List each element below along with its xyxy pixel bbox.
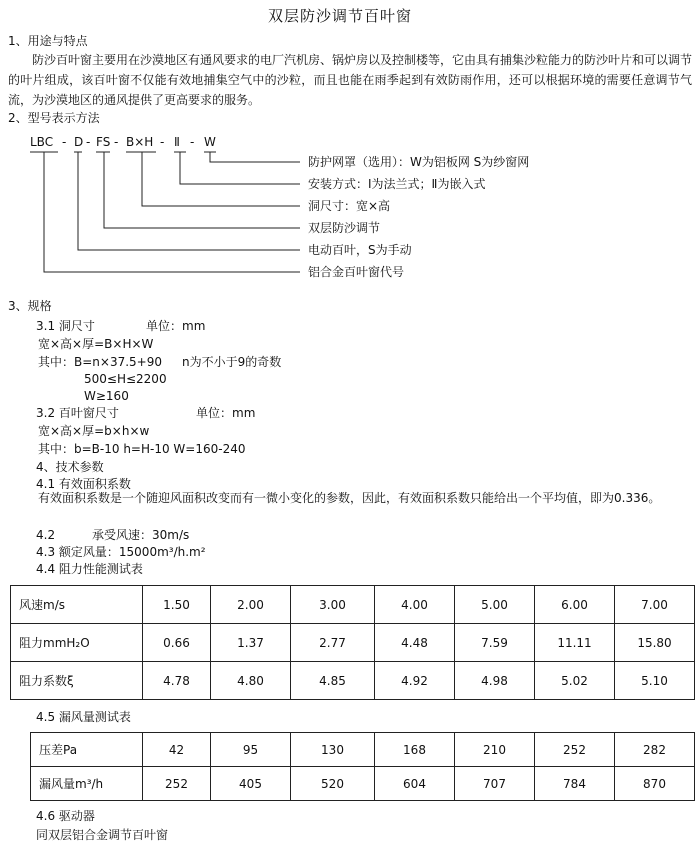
table-cell: 95 [211, 733, 291, 767]
table-cell: 4.78 [143, 662, 211, 700]
spec-3-1-where: 其中：B=n×37.5+90 [38, 355, 162, 369]
table-cell: 405 [211, 767, 291, 801]
table-cell: 604 [375, 767, 455, 801]
table-cell: 5.00 [455, 586, 535, 624]
code-dash: - [86, 135, 91, 149]
code-lbc: LBC [30, 135, 54, 149]
code-w: W [204, 135, 216, 149]
param-4-1-body: 有效面积系数是一个随迎风面积改变而有一微小变化的参数，因此，有效面积系数只能给出一个平均值，即为0.336。 [38, 491, 661, 505]
code-dash: - [62, 135, 67, 149]
table-cell: 7.00 [615, 586, 695, 624]
table-row [11, 662, 695, 700]
spec-3-2-where: 其中：b=B-10 h=H-10 W=160-240 [38, 442, 246, 456]
legend-double-sand: 双层防沙调节 [308, 221, 381, 235]
table-cell: 252 [143, 767, 211, 801]
table-row-header: 阻力系数ξ [11, 662, 143, 700]
legend-install-method: 安装方式：Ⅰ为法兰式；Ⅱ为嵌入式 [308, 177, 486, 191]
param-4-6-label: 4.6 驱动器 [36, 809, 95, 823]
spec-3-1-label: 3.1 洞尺寸 [36, 319, 95, 333]
spec-3-1-unit: 单位：mm [146, 319, 206, 333]
table-cell: 3.00 [291, 586, 375, 624]
table-cell: 4.92 [375, 662, 455, 700]
table-row-header: 漏风量m³/h [31, 767, 143, 801]
section-1-heading: 1、用途与特点 [8, 34, 88, 48]
table-cell: 520 [291, 767, 375, 801]
legend-electric: 电动百叶，S为手动 [308, 243, 412, 257]
param-4-1-label: 4.1 有效面积系数 [36, 477, 131, 491]
table-row-header: 风速m/s [11, 586, 143, 624]
table-cell: 4.80 [211, 662, 291, 700]
code-bxh: B×H [126, 135, 154, 149]
table-cell: 0.66 [143, 624, 211, 662]
table-cell: 6.00 [535, 586, 615, 624]
leakage-table [30, 732, 695, 801]
table-cell: 11.11 [535, 624, 615, 662]
table-cell: 5.10 [615, 662, 695, 700]
spec-3-2-unit: 单位：mm [196, 406, 256, 420]
section-4-heading: 4、技术参数 [36, 460, 104, 474]
param-4-6-body: 同双层铝合金调节百叶窗 [36, 828, 169, 842]
param-4-5-label: 4.5 漏风量测试表 [36, 710, 131, 724]
table-cell: 2.77 [291, 624, 375, 662]
legend-alloy-code: 铝合金百叶窗代号 [308, 265, 405, 279]
table-cell: 7.59 [455, 624, 535, 662]
param-4-2-value: 承受风速：30m/s [92, 528, 190, 542]
table-cell: 784 [535, 767, 615, 801]
table-cell: 4.48 [375, 624, 455, 662]
table-cell: 2.00 [211, 586, 291, 624]
spec-3-1-w-min: W≥160 [84, 389, 129, 403]
section-2-heading: 2、型号表示方法 [8, 111, 100, 125]
section-3-heading: 3、规格 [8, 299, 52, 313]
table-row [11, 624, 695, 662]
param-4-3-label: 4.3 额定风量：15000m³/h.m² [36, 545, 206, 559]
table-cell: 4.98 [455, 662, 535, 700]
code-dash: - [114, 135, 119, 149]
code-fs: FS [96, 135, 111, 149]
resistance-table [10, 585, 695, 700]
table-cell: 130 [291, 733, 375, 767]
spec-3-2-label: 3.2 百叶窗尺寸 [36, 406, 119, 420]
table-cell: 5.02 [535, 662, 615, 700]
param-4-2-label: 4.2 [36, 528, 56, 542]
spec-3-2-formula: 宽×高×厚=b×h×w [38, 424, 150, 438]
table-row [31, 733, 695, 767]
code-d: D [74, 135, 84, 149]
table-cell: 42 [143, 733, 211, 767]
legend-hole-size: 洞尺寸：宽×高 [308, 199, 391, 213]
table-cell: 210 [455, 733, 535, 767]
table-cell: 1.50 [143, 586, 211, 624]
table-cell: 15.80 [615, 624, 695, 662]
section-1-body: 防沙百叶窗主要用在沙漠地区有通风要求的电厂汽机房、锅炉房以及控制楼等，它由具有捕集沙粒能力的防沙叶片和可以调节的叶片组成，该百叶窗不仅能有效地捕集空气中的沙粒，而且也能在雨季起到有效防雨作用，还可以根据环境的需要任意调节气流，为沙漠地区的通风提供了更高要求的服务。 [8, 53, 693, 107]
table-cell: 168 [375, 733, 455, 767]
table-cell: 1.37 [211, 624, 291, 662]
table-cell: 870 [615, 767, 695, 801]
param-4-4-label: 4.4 阻力性能测试表 [36, 562, 143, 576]
table-cell: 4.00 [375, 586, 455, 624]
spec-3-1-h-range: 500≤H≤2200 [84, 372, 167, 386]
table-row-header: 压差Pa [31, 733, 143, 767]
table-cell: 4.85 [291, 662, 375, 700]
table-row [31, 767, 695, 801]
table-row [11, 586, 695, 624]
code-dash: - [160, 135, 165, 149]
legend-protection-net: 防护网罩（选用）：W为铝板网 S为纱窗网 [308, 155, 530, 169]
code-install: Ⅱ [174, 135, 180, 149]
code-dash: - [190, 135, 195, 149]
table-row-header: 阻力mmH₂O [11, 624, 143, 662]
table-cell: 707 [455, 767, 535, 801]
page-title: 双层防沙调节百叶窗 [268, 7, 413, 25]
spec-3-1-formula: 宽×高×厚=B×H×W [38, 337, 154, 351]
table-cell: 282 [615, 733, 695, 767]
spec-3-1-where-note: n为不小于9的奇数 [182, 355, 282, 369]
table-cell: 252 [535, 733, 615, 767]
